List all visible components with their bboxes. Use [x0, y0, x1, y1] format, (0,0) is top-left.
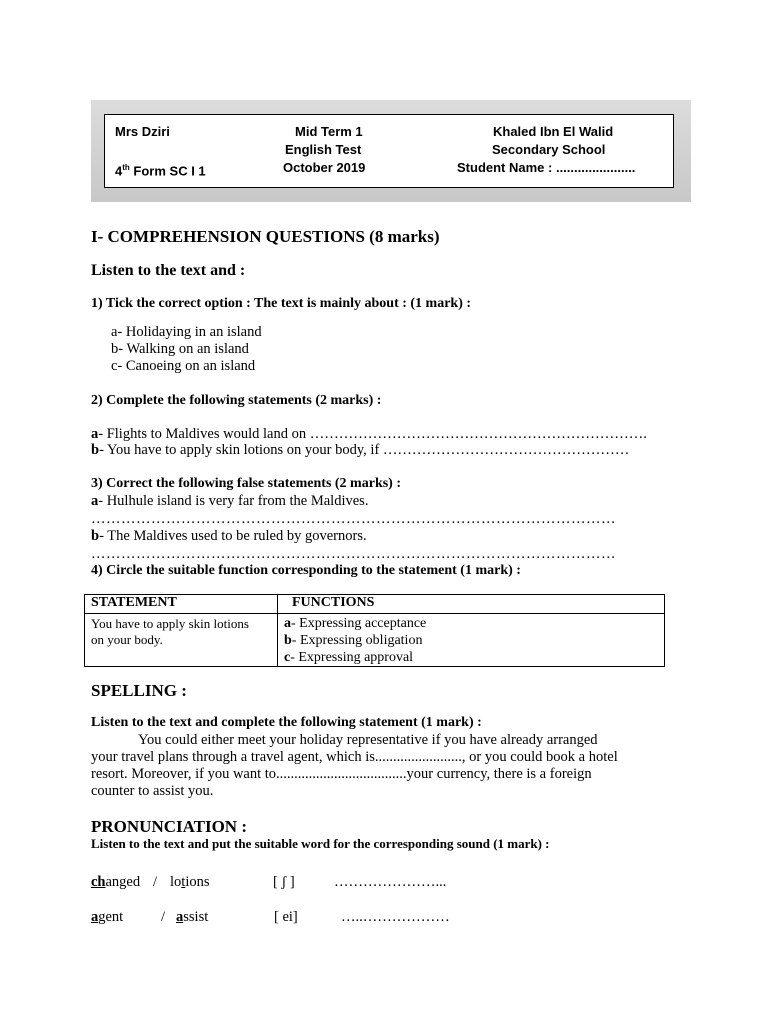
- pronunciation-row-1-word-1: changed: [91, 874, 141, 890]
- pronunciation-row-2-word-2: assist: [176, 909, 209, 925]
- function-option-c[interactable]: c- Expressing approval: [284, 650, 414, 665]
- spelling-line-4: counter to assist you.: [91, 783, 214, 799]
- pronunciation-row-2-blank: …..………………: [341, 909, 450, 925]
- pronunciation-row-1-blank: …………………...: [334, 874, 447, 890]
- spelling-line-1: You could either meet your holiday representative if you have already arranged: [138, 732, 598, 748]
- spelling-line-2: your travel plans through a travel agent, which is........................, or you could book a hotel: [91, 749, 618, 765]
- q2-prompt: 2) Complete the following statements (2 marks) :: [91, 393, 382, 408]
- comprehension-heading: I- COMPREHENSION QUESTIONS (8 marks): [91, 227, 440, 246]
- q1-prompt: 1) Tick the correct option : The text is mainly about : (1 mark) :: [91, 296, 472, 311]
- spelling-prompt: Listen to the text and complete the following statement (1 mark) :: [91, 715, 482, 730]
- q1-option-a: a- Holidaying in an island: [111, 324, 262, 340]
- pronunciation-prompt: Listen to the text and put the suitable word for the corresponding sound (1 mark) :: [91, 836, 550, 851]
- pronunciation-heading: PRONUNCIATION :: [91, 817, 247, 836]
- pronunciation-row-2-sound: [ ei]: [274, 909, 298, 925]
- table-header-row: [85, 595, 665, 614]
- listen-instruction: Listen to the text and :: [91, 262, 246, 279]
- table-row: [85, 614, 665, 667]
- pronunciation-row-1-word-2: lotions: [170, 874, 210, 890]
- q3-statement-b: b- The Maldives used to be ruled by governors.: [91, 528, 367, 544]
- pronunciation-row-1-separator: /: [153, 874, 158, 890]
- function-option-a[interactable]: a- Expressing acceptance: [284, 616, 427, 631]
- spelling-heading: SPELLING :: [91, 681, 187, 700]
- school-name-line1: Khaled Ibn El Walid: [493, 124, 614, 139]
- functions-cell: [278, 614, 665, 667]
- q3-prompt: 3) Correct the following false statements (2 marks) :: [91, 476, 401, 491]
- class-name: 4th Form SC I 1: [115, 163, 206, 179]
- pronunciation-row-2-separator: /: [161, 909, 166, 925]
- functions-table: [84, 594, 665, 667]
- table-header-statement: STATEMENT: [85, 595, 278, 614]
- q3-answer-line-a: ……………………………………………………………………………………………: [91, 511, 616, 527]
- pronunciation-row-1-sound: [ ʃ ]: [273, 874, 295, 890]
- table-header-functions: FUNCTIONS: [278, 595, 665, 614]
- header-teacher-column: [115, 123, 206, 180]
- header-school-column: [457, 123, 635, 177]
- q4-prompt: 4) Circle the suitable function corresponding to the statement (1 mark) :: [91, 563, 521, 578]
- exam-title: Mid Term 1: [295, 124, 363, 139]
- q3-answer-line-b: ……………………………………………………………………………………………: [91, 546, 616, 562]
- exam-date: October 2019: [283, 160, 366, 175]
- q2-statement-b: b- You have to apply skin lotions on your body, if ……………………………………………: [91, 442, 630, 458]
- q1-option-c: c- Canoeing on an island: [111, 358, 256, 374]
- q2-statement-a: a- Flights to Maldives would land on …………………………………………………………….: [91, 426, 647, 442]
- q1-option-b: b- Walking on an island: [111, 341, 249, 357]
- pronunciation-row-2-word-1: agent: [91, 909, 124, 925]
- student-name-field: Student Name : ......................: [457, 160, 636, 175]
- statement-cell: You have to apply skin lotions on your body.: [85, 614, 278, 667]
- school-name-line2: Secondary School: [492, 142, 606, 157]
- q3-statement-a: a- Hulhule island is very far from the Maldives.: [91, 493, 369, 509]
- teacher-name: Mrs Dziri: [115, 124, 170, 139]
- exam-header: [104, 114, 674, 188]
- exam-subject: English Test: [285, 142, 362, 157]
- spelling-line-3: resort. Moreover, if you want to....................................your currency, there is a foreign: [91, 766, 592, 782]
- function-option-b[interactable]: b- Expressing obligation: [284, 633, 423, 648]
- header-exam-column: [283, 123, 365, 177]
